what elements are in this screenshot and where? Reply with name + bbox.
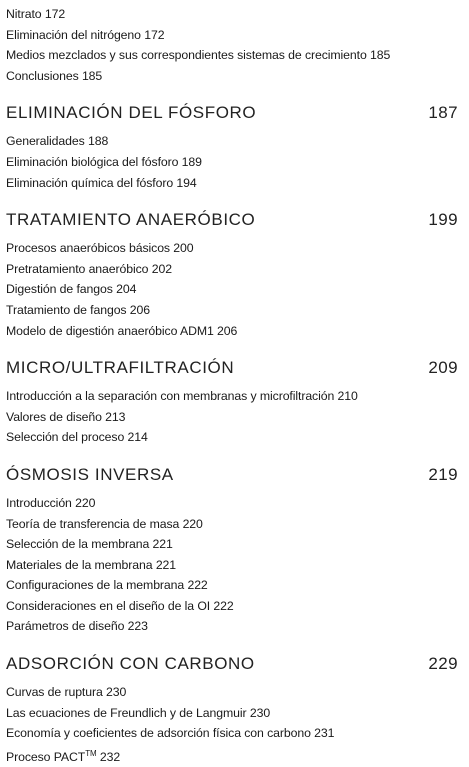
toc-entry: Parámetros de diseño 223	[6, 619, 148, 634]
toc-entry: Selección del proceso 214	[6, 430, 148, 445]
toc-entry: Materiales de la membrana 221	[6, 557, 177, 572]
toc-entry: Economía y coeficientes de adsorción física con carbono 231	[6, 726, 335, 741]
chapter-page-number: 187	[428, 103, 458, 123]
chapter-title: ELIMINACIÓN DEL FÓSFORO	[6, 103, 257, 123]
toc-entry: Nitrato 172	[6, 7, 66, 21]
chapter-title: ÓSMOSIS INVERSA	[6, 464, 174, 484]
chapter-section	[6, 646, 458, 764]
toc-entry: Selección de la membrana 221	[6, 537, 173, 552]
intro-entries	[6, 4, 458, 86]
chapter-page-number: 229	[428, 654, 458, 674]
chapter-page-number: 219	[428, 464, 458, 484]
chapter-section	[6, 95, 458, 193]
chapter-page-number: 199	[428, 210, 458, 230]
toc-entry: Consideraciones en el diseño de la OI 222	[6, 598, 234, 613]
toc-entry: Medios mezclados y sus correspondientes sistemas de crecimiento 185	[6, 48, 391, 63]
chapter-heading	[6, 202, 458, 238]
chapter-heading	[6, 95, 458, 131]
chapter-heading	[6, 457, 458, 493]
chapter-title: TRATAMIENTO ANAERÓBICO	[6, 210, 256, 230]
toc-entry: Curvas de ruptura 230	[6, 685, 127, 700]
toc-entry: Las ecuaciones de Freundlich y de Langmuir 230	[6, 705, 271, 720]
toc-entry: Conclusiones 185	[6, 68, 103, 83]
toc-entry: Procesos anaeróbicos básicos 200	[6, 241, 194, 256]
chapter-heading	[6, 350, 458, 386]
toc-entry: Digestión de fangos 204	[6, 282, 137, 297]
toc-entry: Introducción a la separación con membranas y microfiltración 210	[6, 389, 358, 404]
chapter-title: ADSORCIÓN CON CARBONO	[6, 654, 255, 674]
chapter-heading	[6, 646, 458, 682]
toc-entry: Introducción 220	[6, 495, 96, 510]
table-of-contents	[6, 4, 458, 764]
chapter-section	[6, 457, 458, 637]
toc-entry: Configuraciones de la membrana 222	[6, 578, 208, 593]
toc-entry: Eliminación química del fósforo 194	[6, 175, 197, 190]
toc-entry: Eliminación biológica del fósforo 189	[6, 154, 202, 169]
toc-entry: Teoría de transferencia de masa 220	[6, 516, 203, 531]
toc-entry	[6, 744, 458, 765]
toc-entry-page: 232	[96, 749, 121, 764]
chapter-title: MICRO/ULTRAFILTRACIÓN	[6, 358, 235, 378]
toc-entry: Valores de diseño 213	[6, 409, 126, 424]
chapter-section	[6, 350, 458, 448]
toc-entry: Modelo de digestión anaeróbico ADM1 206	[6, 323, 238, 338]
trademark-superscript: TM	[85, 748, 97, 758]
toc-entry: Eliminación del nitrógeno 172	[6, 27, 165, 42]
toc-entry-text: Proceso PACT	[6, 749, 86, 764]
toc-entry: Generalidades 188	[6, 134, 109, 149]
toc-entry: Tratamiento de fangos 206	[6, 302, 151, 317]
toc-entry: Pretratamiento anaeróbico 202	[6, 261, 172, 276]
chapter-page-number: 209	[428, 358, 458, 378]
chapter-section	[6, 202, 458, 341]
